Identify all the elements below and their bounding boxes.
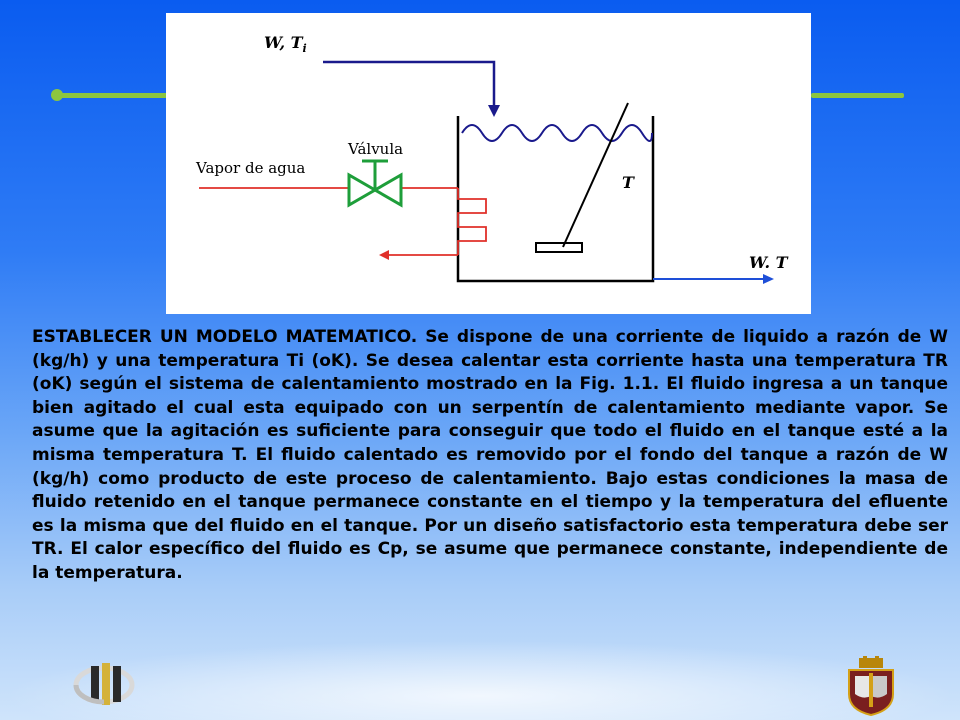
university-crest-icon — [843, 656, 899, 716]
inflow-pipe — [323, 62, 494, 108]
process-diagram — [166, 13, 811, 314]
inflow-arrowhead — [488, 105, 500, 117]
valve-icon — [349, 161, 401, 205]
liquid-surface — [462, 125, 652, 141]
decorative-line-right — [811, 93, 904, 98]
outflow-arrowhead — [763, 274, 774, 284]
agitator-blade — [536, 243, 582, 252]
inflow-label: W, $T_i$ — [264, 33, 307, 55]
decorative-dot — [51, 89, 63, 101]
tank-wall — [458, 116, 653, 281]
bottom-glow — [0, 640, 960, 720]
decorative-line-left — [56, 93, 168, 98]
heating-coil — [458, 188, 486, 255]
left-logo-icon — [72, 658, 136, 708]
tank-temperature-label: T — [622, 173, 634, 192]
problem-statement: ESTABLECER UN MODELO MATEMATICO. Se dispone de una corriente de liquido a razón de W (kg/h) y una temperatura Ti (oK). Se desea calentar esta corriente hasta una temperatura TR (oK) según el sistema de calentamiento mostrado en la Fig. 1.1. El fluido ingresa a un tanque bien agitado el cual esta equipado con un serpentín de calentamiento mediante vapor. Se asume que la agitación es suficiente para conseguir que todo el fluido en el tanque esté a la misma temperatura T. El fluido calentado es removido por el fondo del tanque a razón de W (kg/h) como producto de este proceso de calentamiento. Bajo estas condiciones la masa de fluido retenido en el tanque permanece constante en el tiempo y la temperatura del efluente es la misma que del fluido en el tanque. Por un diseño satisfactorio esta temperatura debe ser TR. El calor específico del fluido es Cp, se asume que permanece constante, independiente de la temperatura. — [32, 327, 948, 583]
agitator-shaft — [563, 103, 628, 247]
valve-label: Válvula — [348, 140, 404, 158]
outflow-label: W. T — [749, 253, 788, 272]
condensate-arrowhead — [379, 250, 389, 260]
steam-label: Vapor de agua — [196, 159, 306, 177]
